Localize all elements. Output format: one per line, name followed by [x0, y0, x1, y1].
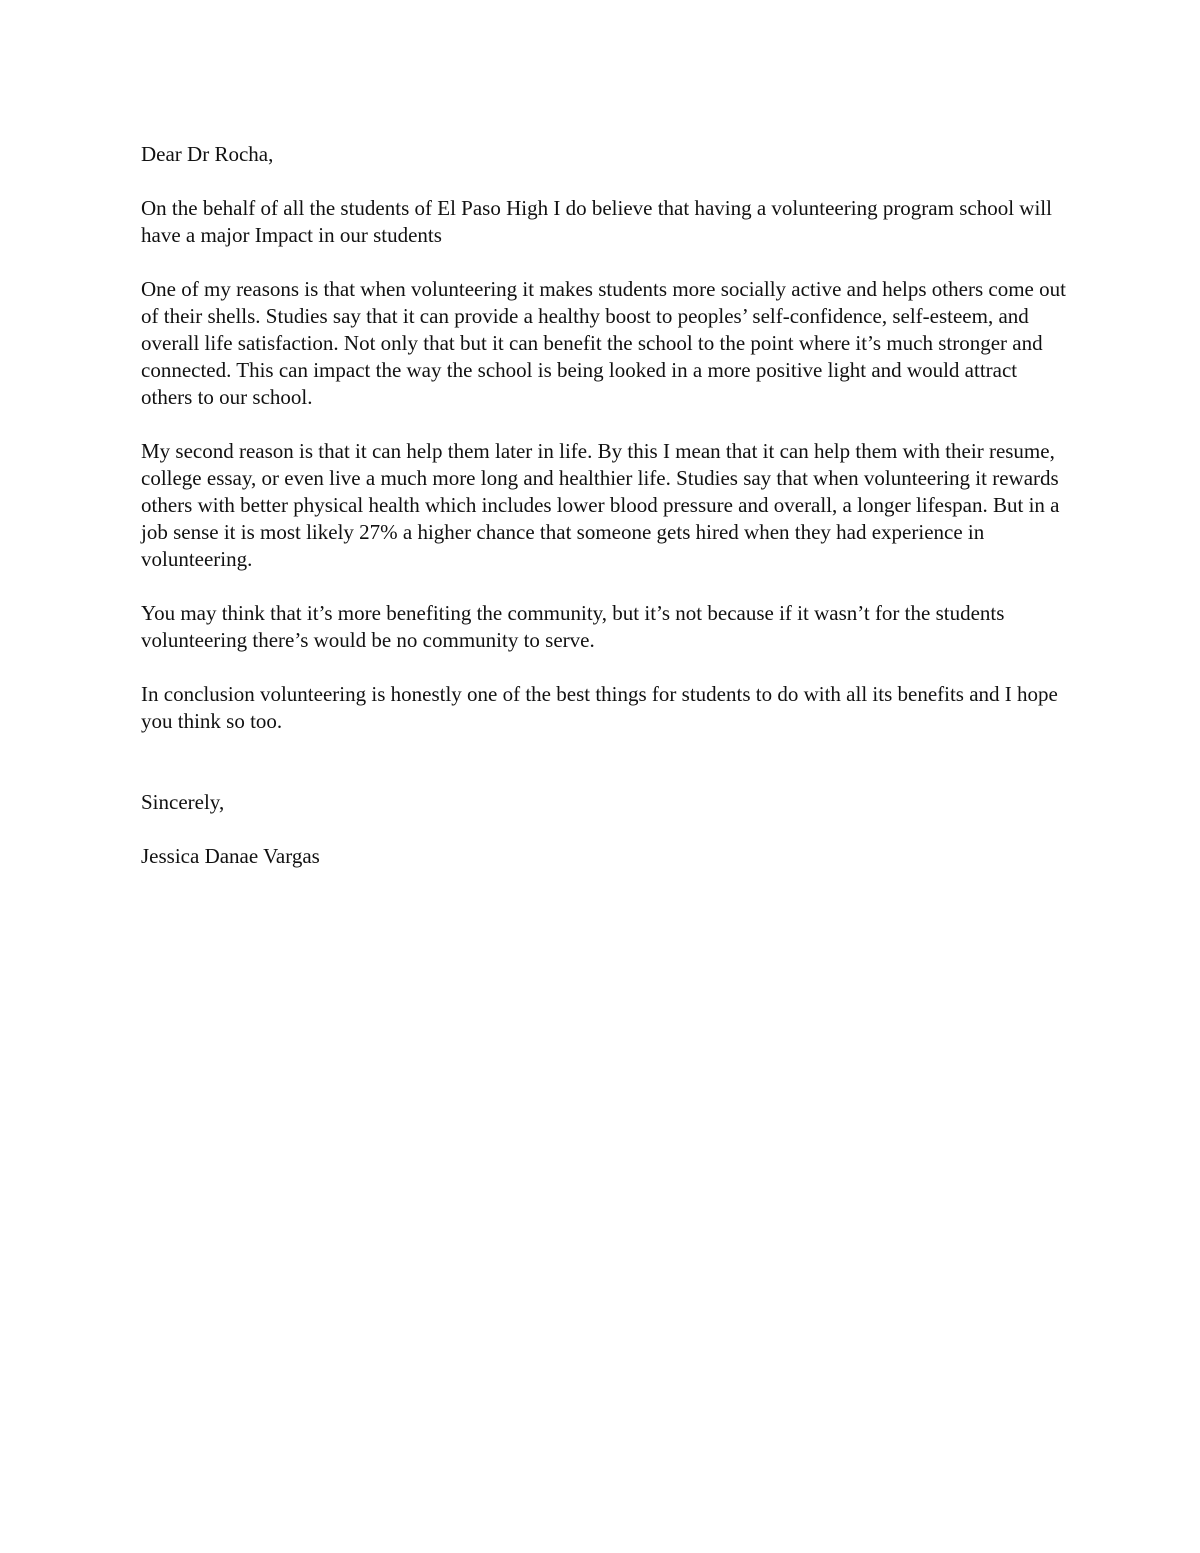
paragraph-second-reason: My second reason is that it can help them later in life. By this I mean that it can help them with their resume, college essay, or even live a much more long and healthier life. Studies say that when volunteering it rewards others with better physical health which includes lower blood pressure and overall, a longer lifespan. But in a job sense it is most likely 27% a higher chance that someone gets hired when they had experience in volunteering.	[141, 439, 1060, 571]
closing: Sincerely,	[141, 790, 225, 814]
letter-body	[141, 141, 1066, 870]
paragraph-counterargument: You may think that it’s more benefiting the community, but it’s not because if it wasn’t for the students volunteering there’s would be no community to serve.	[141, 601, 1005, 652]
paragraph-intro: On the behalf of all the students of El Paso High I do believe that having a volunteering program school will have a major Impact in our students	[141, 196, 1052, 247]
signature-name: Jessica Danae Vargas	[141, 844, 320, 868]
paragraph-first-reason: One of my reasons is that when volunteering it makes students more socially active and helps others come out of their shells. Studies say that it can provide a healthy boost to peoples’ self-confidence, self-esteem, and overall life satisfaction. Not only that but it can benefit the school to the point where it’s much stronger and connected. This can impact the way the school is being looked in a more positive light and would attract others to our school.	[141, 277, 1066, 409]
salutation: Dear Dr Rocha,	[141, 142, 274, 166]
paragraph-conclusion: In conclusion volunteering is honestly one of the best things for students to do with all its benefits and I hope you think so too.	[141, 682, 1058, 733]
